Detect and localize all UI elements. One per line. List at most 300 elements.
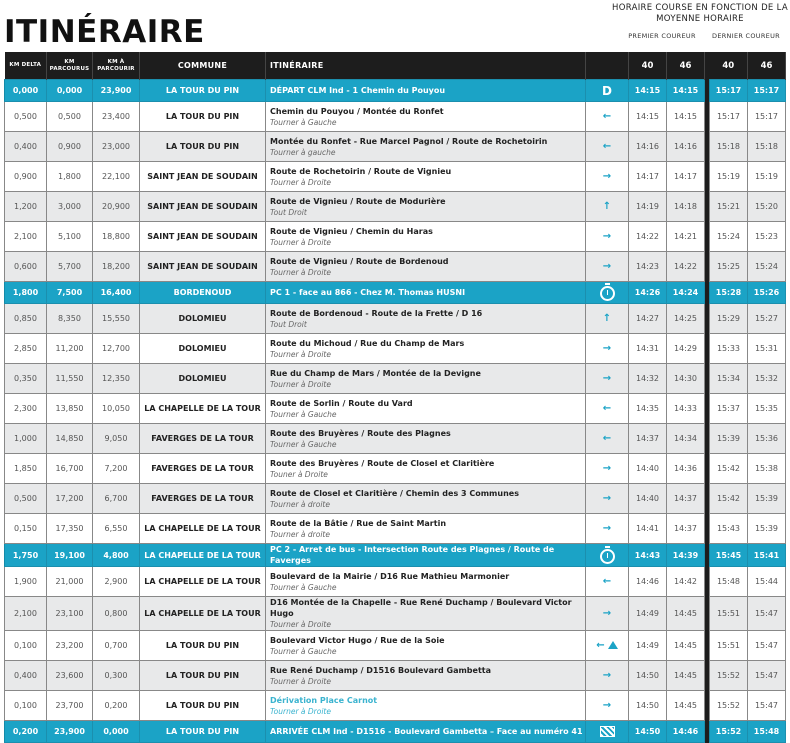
icon-cell xyxy=(586,252,629,282)
commune-cell: DOLOMIEU xyxy=(140,334,266,364)
commune-cell: LA CHAPELLE DE LA TOUR xyxy=(140,544,266,567)
arrow-right-icon: → xyxy=(602,261,612,272)
icon-cell xyxy=(586,424,629,454)
icon-cell xyxy=(586,282,629,304)
km-a-parcourir-cell: 12,700 xyxy=(93,334,140,364)
last-rider-40-time: 15:18 xyxy=(710,132,748,162)
itineraire-cell xyxy=(266,631,586,661)
km-delta-cell: 2,850 xyxy=(5,334,47,364)
first-rider-40-time: 14:40 xyxy=(629,454,667,484)
icon-cell xyxy=(586,102,629,132)
km-parcourus-cell: 17,200 xyxy=(47,484,93,514)
arrow-up-icon: ↑ xyxy=(602,201,612,212)
km-a-parcourir-cell: 23,000 xyxy=(93,132,140,162)
km-delta-cell: 0,100 xyxy=(5,691,47,721)
itineraire-cell xyxy=(266,424,586,454)
icon-cell xyxy=(586,597,629,631)
last-rider-46-time: 15:31 xyxy=(748,334,786,364)
km-delta-cell: 0,000 xyxy=(5,80,47,102)
route-text: Route des Bruyères / Route des Plagnes xyxy=(270,428,451,438)
first-rider-40-time: 14:50 xyxy=(629,661,667,691)
last-rider-46-time: 15:44 xyxy=(748,567,786,597)
table-row xyxy=(5,394,786,424)
table-row xyxy=(5,661,786,691)
first-rider-46-time: 14:24 xyxy=(667,282,705,304)
commune-cell: LA TOUR DU PIN xyxy=(140,102,266,132)
commune-cell: LA TOUR DU PIN xyxy=(140,80,266,102)
arrow-right-icon: → xyxy=(602,463,612,474)
first-rider-40-time: 14:50 xyxy=(629,691,667,721)
first-rider-46-time: 14:22 xyxy=(667,252,705,282)
arrow-up-icon: ↑ xyxy=(602,313,612,324)
first-rider-40-time: 14:16 xyxy=(629,132,667,162)
route-text: Route de la Bâtie / Rue de Saint Martin xyxy=(270,518,447,528)
table-row-checkpoint xyxy=(5,282,786,304)
last-rider-46-time: 15:23 xyxy=(748,222,786,252)
icon-cell xyxy=(586,691,629,721)
icon-cell xyxy=(586,364,629,394)
commune-cell: DOLOMIEU xyxy=(140,304,266,334)
first-rider-46-time: 14:15 xyxy=(667,80,705,102)
table-header-row xyxy=(5,52,786,80)
route-text: Route de Rochetoirin / Route de Vignieu xyxy=(270,166,452,176)
km-parcourus-cell: 5,100 xyxy=(47,222,93,252)
itineraire-cell xyxy=(266,282,586,304)
table-row-checkpoint xyxy=(5,544,786,567)
first-rider-40-time: 14:37 xyxy=(629,424,667,454)
km-parcourus-cell: 17,350 xyxy=(47,514,93,544)
icon-cell xyxy=(586,132,629,162)
km-delta-cell: 0,400 xyxy=(5,661,47,691)
last-rider-40-time: 15:28 xyxy=(710,282,748,304)
km-parcourus-cell: 5,700 xyxy=(47,252,93,282)
route-text: PC 2 - Arret de bus - Intersection Route des Plagnes / Route de Faverges xyxy=(270,545,555,565)
icon-cell xyxy=(586,222,629,252)
last-rider-40-time: 15:24 xyxy=(710,222,748,252)
stopwatch-icon xyxy=(600,286,615,301)
icon-cell xyxy=(586,661,629,691)
commune-cell: SAINT JEAN DE SOUDAIN xyxy=(140,162,266,192)
commune-cell: LA CHAPELLE DE LA TOUR xyxy=(140,567,266,597)
last-rider-40-time: 15:21 xyxy=(710,192,748,222)
itineraire-cell xyxy=(266,721,586,743)
last-rider-46-time: 15:17 xyxy=(748,102,786,132)
commune-cell: SAINT JEAN DE SOUDAIN xyxy=(140,252,266,282)
km-delta-cell: 0,500 xyxy=(5,102,47,132)
first-rider-40-time: 14:26 xyxy=(629,282,667,304)
table-row xyxy=(5,162,786,192)
table-row xyxy=(5,364,786,394)
first-rider-40-time: 14:43 xyxy=(629,544,667,567)
first-rider-40-time: 14:19 xyxy=(629,192,667,222)
page-title: ITINÉRAIRE xyxy=(4,14,205,50)
km-a-parcourir-cell: 0,200 xyxy=(93,691,140,721)
commune-cell: LA TOUR DU PIN xyxy=(140,631,266,661)
direction-text: Tourner à Droite xyxy=(270,177,331,187)
km-parcourus-cell: 23,200 xyxy=(47,631,93,661)
arrow-left-icon: ← xyxy=(602,111,612,122)
first-rider-46-time: 14:17 xyxy=(667,162,705,192)
first-rider-40-time: 14:35 xyxy=(629,394,667,424)
commune-cell: FAVERGES DE LA TOUR xyxy=(140,484,266,514)
commune-cell: LA TOUR DU PIN xyxy=(140,691,266,721)
last-rider-40-time: 15:17 xyxy=(710,102,748,132)
last-rider-40-time: 15:25 xyxy=(710,252,748,282)
warning-icon xyxy=(608,641,618,649)
direction-text: Tourner à Gauche xyxy=(270,646,337,656)
km-a-parcourir-cell: 6,700 xyxy=(93,484,140,514)
route-text: Rue du Champ de Mars / Montée de la Devigne xyxy=(270,368,481,378)
last-rider-40-time: 15:39 xyxy=(710,424,748,454)
commune-cell: FAVERGES DE LA TOUR xyxy=(140,454,266,484)
icon-cell xyxy=(586,544,629,567)
first-rider-46-time: 14:25 xyxy=(667,304,705,334)
last-rider-label: DERNIER COUREUR xyxy=(712,32,780,40)
last-rider-40-time: 15:42 xyxy=(710,484,748,514)
direction-text: Tourner à Droite xyxy=(270,706,331,716)
icon-cell xyxy=(586,162,629,192)
first-rider-46-time: 14:21 xyxy=(667,222,705,252)
itineraire-cell xyxy=(266,364,586,394)
route-text: Dérivation Place Carnot xyxy=(270,695,378,705)
km-a-parcourir-cell: 23,400 xyxy=(93,102,140,132)
first-rider-40-time: 14:27 xyxy=(629,304,667,334)
commune-cell: SAINT JEAN DE SOUDAIN xyxy=(140,222,266,252)
last-rider-46-time: 15:41 xyxy=(748,544,786,567)
first-rider-46-time: 14:30 xyxy=(667,364,705,394)
itineraire-cell xyxy=(266,567,586,597)
arrow-right-icon: → xyxy=(602,343,612,354)
km-delta-cell: 0,500 xyxy=(5,484,47,514)
icon-cell xyxy=(586,631,629,661)
km-delta-cell: 2,100 xyxy=(5,222,47,252)
last-rider-40-time: 15:52 xyxy=(710,721,748,743)
last-rider-46-time: 15:36 xyxy=(748,424,786,454)
route-text: D16 Montée de la Chapelle - Rue René Duchamp / Boulevard Victor Hugo xyxy=(270,598,572,618)
last-rider-40-time: 15:33 xyxy=(710,334,748,364)
stopwatch-icon xyxy=(600,549,615,564)
km-a-parcourir-cell: 10,050 xyxy=(93,394,140,424)
km-delta-cell: 1,900 xyxy=(5,567,47,597)
arrow-right-icon: → xyxy=(602,608,612,619)
itinerary-table xyxy=(4,52,786,743)
arrow-left-icon: ← xyxy=(602,403,612,414)
itineraire-cell xyxy=(266,102,586,132)
last-rider-40-time: 15:52 xyxy=(710,661,748,691)
icon-cell xyxy=(586,484,629,514)
table-row xyxy=(5,424,786,454)
route-text: Route de Closel et Claritière / Chemin des 3 Communes xyxy=(270,488,519,498)
first-rider-40-time: 14:15 xyxy=(629,80,667,102)
first-rider-46-time: 14:37 xyxy=(667,514,705,544)
arrow-left-warning-icon: ← xyxy=(596,640,605,651)
route-text: Route de Vignieu / Route de Bordenoud xyxy=(270,256,449,266)
table-row xyxy=(5,222,786,252)
direction-text: Tourner à droite xyxy=(270,529,330,539)
table-row xyxy=(5,304,786,334)
first-rider-40-time: 14:49 xyxy=(629,597,667,631)
itineraire-cell xyxy=(266,394,586,424)
icon-cell xyxy=(586,394,629,424)
last-rider-46-time: 15:47 xyxy=(748,661,786,691)
direction-text: Tourner à Droite xyxy=(270,267,331,277)
km-a-parcourir-cell: 6,550 xyxy=(93,514,140,544)
col-last-40: 40 xyxy=(710,52,748,80)
km-a-parcourir-cell: 0,300 xyxy=(93,661,140,691)
km-parcourus-cell: 11,200 xyxy=(47,334,93,364)
km-a-parcourir-cell: 20,900 xyxy=(93,192,140,222)
route-text: ARRIVÉE CLM Ind - D1516 - Boulevard Gambetta – Face au numéro 41 xyxy=(270,727,583,736)
km-parcourus-cell: 13,850 xyxy=(47,394,93,424)
last-rider-46-time: 15:48 xyxy=(748,721,786,743)
last-rider-40-time: 15:37 xyxy=(710,394,748,424)
arrow-right-icon: → xyxy=(602,171,612,182)
itineraire-cell xyxy=(266,454,586,484)
km-parcourus-cell: 8,350 xyxy=(47,304,93,334)
commune-cell: LA TOUR DU PIN xyxy=(140,132,266,162)
km-delta-cell: 1,000 xyxy=(5,424,47,454)
schedule-header: HORAIRE COURSE EN FONCTION DE LA MOYENNE HORAIRE xyxy=(612,3,788,24)
last-rider-40-time: 15:29 xyxy=(710,304,748,334)
itineraire-cell xyxy=(266,661,586,691)
first-rider-46-time: 14:34 xyxy=(667,424,705,454)
km-a-parcourir-cell: 23,900 xyxy=(93,80,140,102)
table-row xyxy=(5,192,786,222)
itineraire-cell xyxy=(266,514,586,544)
last-rider-46-time: 15:39 xyxy=(748,514,786,544)
icon-cell xyxy=(586,721,629,743)
first-rider-40-time: 14:32 xyxy=(629,364,667,394)
first-rider-40-time: 14:31 xyxy=(629,334,667,364)
first-rider-40-time: 14:50 xyxy=(629,721,667,743)
km-parcourus-cell: 1,800 xyxy=(47,162,93,192)
km-parcourus-cell: 14,850 xyxy=(47,424,93,454)
last-rider-40-time: 15:19 xyxy=(710,162,748,192)
km-parcourus-cell: 23,700 xyxy=(47,691,93,721)
first-rider-46-time: 14:36 xyxy=(667,454,705,484)
direction-text: Tourner à Gauche xyxy=(270,582,337,592)
km-delta-cell: 0,150 xyxy=(5,514,47,544)
last-rider-46-time: 15:18 xyxy=(748,132,786,162)
itineraire-cell xyxy=(266,304,586,334)
direction-text: Tout Droit xyxy=(270,319,307,329)
arrow-right-icon: → xyxy=(602,523,612,534)
last-rider-46-time: 15:17 xyxy=(748,80,786,102)
first-rider-40-time: 14:46 xyxy=(629,567,667,597)
table-row xyxy=(5,691,786,721)
table-row xyxy=(5,334,786,364)
km-delta-cell: 1,750 xyxy=(5,544,47,567)
first-rider-46-time: 14:42 xyxy=(667,567,705,597)
km-delta-cell: 1,200 xyxy=(5,192,47,222)
last-rider-40-time: 15:34 xyxy=(710,364,748,394)
route-text: Route de Vignieu / Route de Modurière xyxy=(270,196,446,206)
table-row xyxy=(5,597,786,631)
last-rider-46-time: 15:27 xyxy=(748,304,786,334)
first-rider-label: PREMIER COUREUR xyxy=(628,32,696,40)
km-a-parcourir-cell: 0,000 xyxy=(93,721,140,743)
itineraire-cell xyxy=(266,162,586,192)
table-row xyxy=(5,631,786,661)
itineraire-cell xyxy=(266,192,586,222)
km-parcourus-cell: 23,600 xyxy=(47,661,93,691)
route-text: Boulevard de la Mairie / D16 Rue Mathieu Marmonier xyxy=(270,571,510,581)
direction-text: Tourner à Droite xyxy=(270,676,331,686)
icon-cell xyxy=(586,334,629,364)
direction-text: Tourner à Gauche xyxy=(270,439,337,449)
first-rider-40-time: 14:15 xyxy=(629,102,667,132)
direction-text: Tourner à Gauche xyxy=(270,117,337,127)
first-rider-46-time: 14:45 xyxy=(667,661,705,691)
last-rider-46-time: 15:38 xyxy=(748,454,786,484)
first-rider-46-time: 14:33 xyxy=(667,394,705,424)
km-parcourus-cell: 3,000 xyxy=(47,192,93,222)
start-d-icon: D xyxy=(602,83,612,98)
km-a-parcourir-cell: 0,700 xyxy=(93,631,140,661)
table-row xyxy=(5,567,786,597)
last-rider-40-time: 15:51 xyxy=(710,597,748,631)
route-text: DÉPART CLM Ind - 1 Chemin du Pouyou xyxy=(270,86,446,95)
km-parcourus-cell: 21,000 xyxy=(47,567,93,597)
finish-flag-icon xyxy=(600,726,615,737)
km-a-parcourir-cell: 18,800 xyxy=(93,222,140,252)
first-rider-46-time: 14:18 xyxy=(667,192,705,222)
first-rider-46-time: 14:16 xyxy=(667,132,705,162)
km-a-parcourir-cell: 2,900 xyxy=(93,567,140,597)
km-delta-cell: 0,600 xyxy=(5,252,47,282)
route-text: Route de Sorlin / Route du Vard xyxy=(270,398,413,408)
icon-cell xyxy=(586,80,629,102)
route-text: Route de Bordenoud - Route de la Frette / D 16 xyxy=(270,308,483,318)
direction-text: Tourner à Droite xyxy=(270,620,331,629)
commune-cell: LA CHAPELLE DE LA TOUR xyxy=(140,514,266,544)
km-parcourus-cell: 0,500 xyxy=(47,102,93,132)
km-a-parcourir-cell: 16,400 xyxy=(93,282,140,304)
commune-cell: DOLOMIEU xyxy=(140,364,266,394)
arrow-right-icon: → xyxy=(602,231,612,242)
commune-cell: SAINT JEAN DE SOUDAIN xyxy=(140,192,266,222)
km-a-parcourir-cell: 15,550 xyxy=(93,304,140,334)
arrow-right-icon: → xyxy=(602,670,612,681)
route-text: Route des Bruyères / Route de Closel et Claritière xyxy=(270,458,495,468)
commune-cell: LA TOUR DU PIN xyxy=(140,721,266,743)
km-delta-cell: 1,850 xyxy=(5,454,47,484)
first-rider-40-time: 14:22 xyxy=(629,222,667,252)
km-delta-cell: 0,400 xyxy=(5,132,47,162)
route-text: Chemin du Pouyou / Montée du Ronfet xyxy=(270,106,444,116)
km-delta-cell: 0,850 xyxy=(5,304,47,334)
direction-text: Tourner à Droite xyxy=(270,379,331,389)
route-text: Route du Michoud / Rue du Champ de Mars xyxy=(270,338,465,348)
table-row xyxy=(5,484,786,514)
first-rider-40-time: 14:49 xyxy=(629,631,667,661)
route-text: Boulevard Victor Hugo / Rue de la Soie xyxy=(270,635,445,645)
first-rider-46-time: 14:39 xyxy=(667,544,705,567)
last-rider-46-time: 15:24 xyxy=(748,252,786,282)
arrow-right-icon: → xyxy=(602,493,612,504)
last-rider-40-time: 15:48 xyxy=(710,567,748,597)
itineraire-cell xyxy=(266,132,586,162)
commune-cell: LA CHAPELLE DE LA TOUR xyxy=(140,597,266,631)
arrow-right-icon: → xyxy=(602,373,612,384)
first-rider-40-time: 14:41 xyxy=(629,514,667,544)
route-text: Route de Vignieu / Chemin du Haras xyxy=(270,226,433,236)
first-rider-46-time: 14:15 xyxy=(667,102,705,132)
itineraire-cell xyxy=(266,252,586,282)
km-parcourus-cell: 7,500 xyxy=(47,282,93,304)
col-commune: COMMUNE xyxy=(140,52,266,80)
itineraire-cell xyxy=(266,80,586,102)
last-rider-46-time: 15:32 xyxy=(748,364,786,394)
first-rider-40-time: 14:23 xyxy=(629,252,667,282)
km-a-parcourir-cell: 0,800 xyxy=(93,597,140,631)
first-rider-40-time: 14:40 xyxy=(629,484,667,514)
col-first-46: 46 xyxy=(667,52,705,80)
commune-cell: BORDENOUD xyxy=(140,282,266,304)
km-parcourus-cell: 11,550 xyxy=(47,364,93,394)
col-km-a-parcourir: KM À PARCOURIR xyxy=(93,52,140,80)
table-row-checkpoint xyxy=(5,721,786,743)
col-km-parcourus: KM PARCOURUS xyxy=(47,52,93,80)
km-parcourus-cell: 0,000 xyxy=(47,80,93,102)
col-itineraire: ITINÉRAIRE xyxy=(266,52,586,80)
icon-cell xyxy=(586,454,629,484)
km-delta-cell: 0,350 xyxy=(5,364,47,394)
table-row xyxy=(5,132,786,162)
direction-text: Touner à Droite xyxy=(270,469,328,479)
table-row xyxy=(5,102,786,132)
first-rider-46-time: 14:46 xyxy=(667,721,705,743)
last-rider-40-time: 15:51 xyxy=(710,631,748,661)
first-rider-40-time: 14:17 xyxy=(629,162,667,192)
km-parcourus-cell: 0,900 xyxy=(47,132,93,162)
km-parcourus-cell: 19,100 xyxy=(47,544,93,567)
itineraire-cell xyxy=(266,484,586,514)
first-rider-46-time: 14:37 xyxy=(667,484,705,514)
table-row xyxy=(5,514,786,544)
last-rider-40-time: 15:43 xyxy=(710,514,748,544)
commune-cell: FAVERGES DE LA TOUR xyxy=(140,424,266,454)
last-rider-46-time: 15:47 xyxy=(748,597,786,631)
km-parcourus-cell: 23,900 xyxy=(47,721,93,743)
arrow-left-icon: ← xyxy=(602,141,612,152)
km-parcourus-cell: 16,700 xyxy=(47,454,93,484)
last-rider-46-time: 15:47 xyxy=(748,631,786,661)
last-rider-46-time: 15:20 xyxy=(748,192,786,222)
last-rider-46-time: 15:19 xyxy=(748,162,786,192)
km-a-parcourir-cell: 7,200 xyxy=(93,454,140,484)
direction-text: Tout Droit xyxy=(270,207,307,217)
last-rider-40-time: 15:42 xyxy=(710,454,748,484)
km-delta-cell: 0,100 xyxy=(5,631,47,661)
first-rider-46-time: 14:45 xyxy=(667,631,705,661)
last-rider-40-time: 15:45 xyxy=(710,544,748,567)
col-icon xyxy=(586,52,629,80)
itineraire-cell xyxy=(266,691,586,721)
itineraire-cell xyxy=(266,222,586,252)
km-delta-cell: 2,300 xyxy=(5,394,47,424)
itineraire-cell xyxy=(266,597,586,631)
icon-cell xyxy=(586,567,629,597)
direction-text: Tourner à Droite xyxy=(270,237,331,247)
km-a-parcourir-cell: 9,050 xyxy=(93,424,140,454)
first-rider-46-time: 14:45 xyxy=(667,691,705,721)
col-km-delta: KM DELTA xyxy=(5,52,47,80)
itineraire-cell xyxy=(266,334,586,364)
km-a-parcourir-cell: 12,350 xyxy=(93,364,140,394)
col-last-46: 46 xyxy=(748,52,786,80)
direction-text: Tourner à Droite xyxy=(270,349,331,359)
